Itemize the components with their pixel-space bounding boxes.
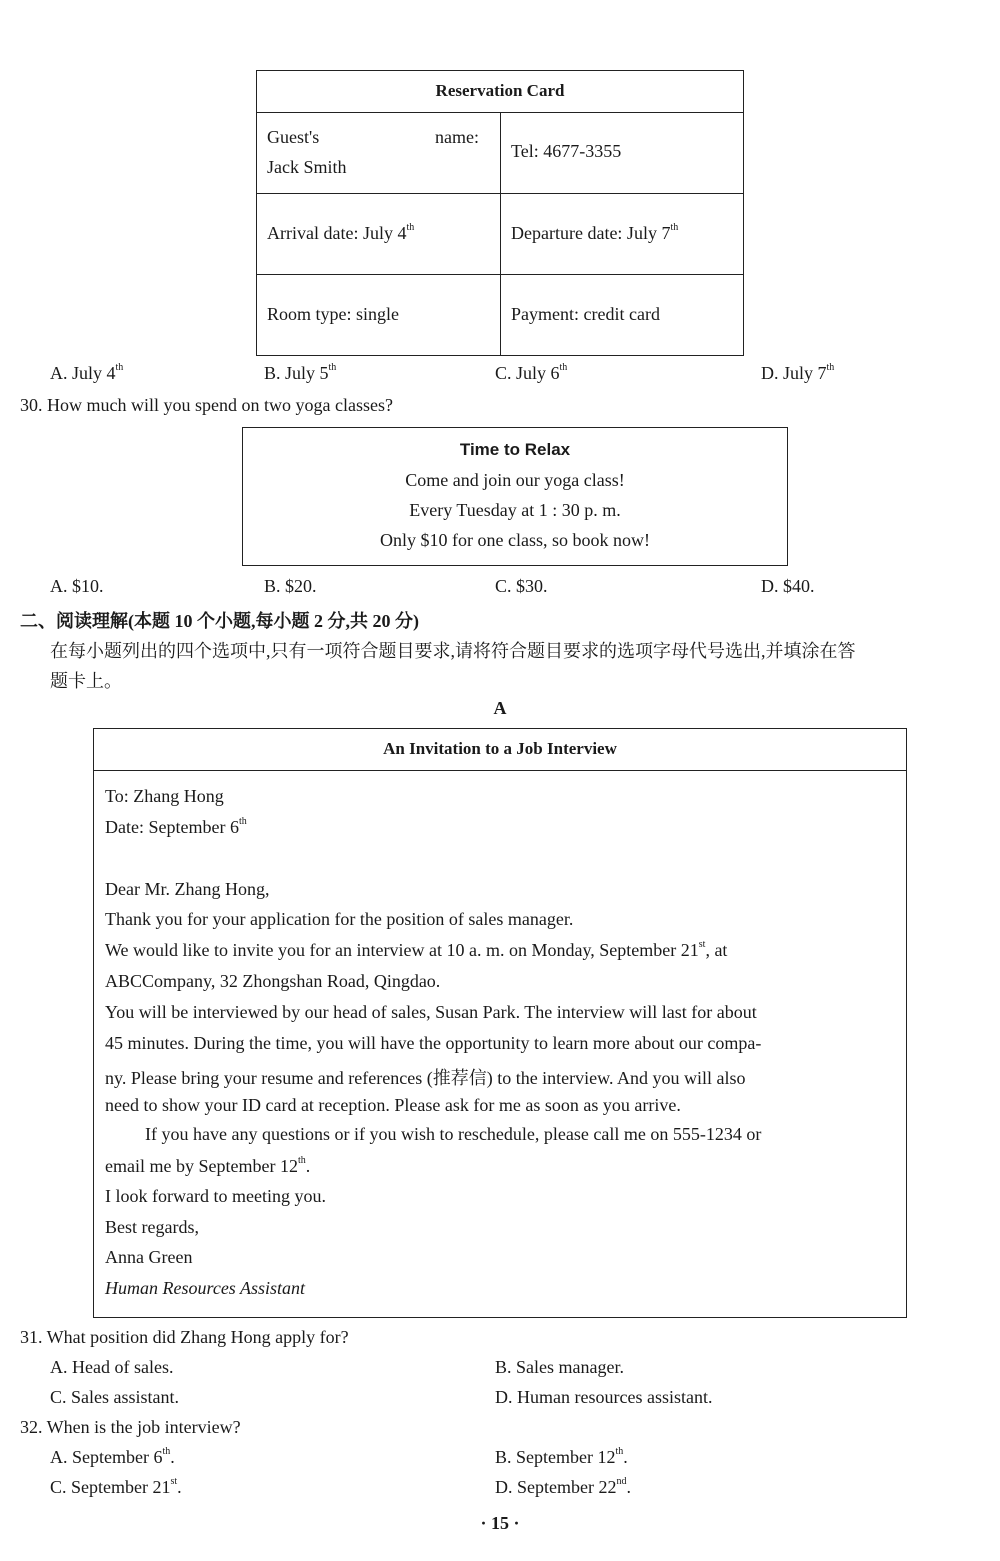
yoga-ad-line: Only $10 for one class, so book now! xyxy=(380,530,650,550)
q30-option-c[interactable]: C. $30. xyxy=(495,576,548,596)
yoga-ad-box xyxy=(242,427,788,566)
yoga-ad-line: Come and join our yoga class! xyxy=(405,470,625,490)
guest-label: Guest's xyxy=(267,127,320,147)
section-heading: 二、阅读理解(本题 10 个小题,每小题 2 分,共 20 分) xyxy=(20,611,419,631)
room-type: Room type: single xyxy=(267,304,399,324)
section-instruction-cont: 题卡上。 xyxy=(50,671,122,691)
q30-question: 30. How much will you spend on two yoga classes? xyxy=(20,395,393,415)
q30-option-b[interactable]: B. $20. xyxy=(264,576,317,596)
reservation-card xyxy=(256,70,744,356)
departure-date: Departure date: July 7th xyxy=(511,222,679,243)
q31-question: 31. What position did Zhang Hong apply for? xyxy=(20,1327,349,1347)
q30-option-d[interactable]: D. $40. xyxy=(761,576,815,596)
letter-closing: Best regards, xyxy=(105,1217,199,1237)
letter-paragraph: Thank you for your application for the position of sales manager. xyxy=(105,909,574,929)
letter-paragraph-cont: ABCCompany, 32 Zhongshan Road, Qingdao. xyxy=(105,971,441,991)
q31-option-a[interactable]: A. Head of sales. xyxy=(50,1357,174,1377)
q30-option-a[interactable]: A. $10. xyxy=(50,576,104,596)
letter-greeting: Dear Mr. Zhang Hong, xyxy=(105,879,270,899)
q32-option-d[interactable]: D. September 22nd. xyxy=(495,1476,631,1497)
q31-option-d[interactable]: D. Human resources assistant. xyxy=(495,1387,713,1407)
yoga-ad-line: Every Tuesday at 1 : 30 p. m. xyxy=(409,500,621,520)
payment: Payment: credit card xyxy=(511,304,660,324)
q32-option-b[interactable]: B. September 12th. xyxy=(495,1446,628,1467)
q31-option-b[interactable]: B. Sales manager. xyxy=(495,1357,624,1377)
arrival-date: Arrival date: July 4th xyxy=(267,222,415,243)
q32-question: 32. When is the job interview? xyxy=(20,1417,241,1437)
letter-paragraph: You will be interviewed by our head of sales, Susan Park. The interview will last for about xyxy=(105,1002,757,1022)
letter-paragraph: I look forward to meeting you. xyxy=(105,1186,326,1206)
yoga-ad-title: Time to Relax xyxy=(459,440,571,459)
letter-signer-title: Human Resources Assistant xyxy=(105,1278,305,1298)
letter-to: To: Zhang Hong xyxy=(105,786,224,806)
q29-option-d[interactable]: D. July 7th xyxy=(761,362,835,383)
letter-paragraph-cont: ny. Please bring your resume and references (推荐信) to the interview. And you will also xyxy=(105,1068,746,1088)
q29-option-c[interactable]: C. July 6th xyxy=(495,362,568,383)
letter-date: Date: September 6th xyxy=(105,816,247,837)
reservation-card-title: Reservation Card xyxy=(257,71,743,113)
section-instruction: 在每小题列出的四个选项中,只有一项符合题目要求,请将符合题目要求的选项字母代号选出,并填涂在答 xyxy=(50,641,856,661)
letter-paragraph: If you have any questions or if you wish to reschedule, please call me on 555-1234 or xyxy=(145,1124,762,1144)
q32-option-c[interactable]: C. September 21st. xyxy=(50,1476,182,1497)
passage-label: A xyxy=(493,698,507,718)
table-divider xyxy=(500,112,501,355)
table-divider xyxy=(257,274,743,275)
guest-tel: Tel: 4677-3355 xyxy=(511,141,622,161)
letter-paragraph-cont: need to show your ID card at reception. Please ask for me as soon as you arrive. xyxy=(105,1095,681,1115)
invitation-letter xyxy=(93,728,907,1318)
q29-option-a[interactable]: A. July 4th xyxy=(50,362,124,383)
q29-option-b[interactable]: B. July 5th xyxy=(264,362,337,383)
letter-paragraph: We would like to invite you for an interview at 10 a. m. on Monday, September 21st, at xyxy=(105,939,728,960)
letter-signer: Anna Green xyxy=(105,1247,193,1267)
letter-paragraph-cont: email me by September 12th. xyxy=(105,1155,311,1176)
name-label: name: xyxy=(435,127,479,147)
table-divider xyxy=(257,193,743,194)
q31-option-c[interactable]: C. Sales assistant. xyxy=(50,1387,179,1407)
q32-option-a[interactable]: A. September 6th. xyxy=(50,1446,175,1467)
letter-title: An Invitation to a Job Interview xyxy=(94,729,906,771)
page-number: · 15 · xyxy=(480,1513,520,1533)
guest-name: Jack Smith xyxy=(267,157,347,177)
letter-paragraph-cont: 45 minutes. During the time, you will have the opportunity to learn more about our compa- xyxy=(105,1033,762,1053)
